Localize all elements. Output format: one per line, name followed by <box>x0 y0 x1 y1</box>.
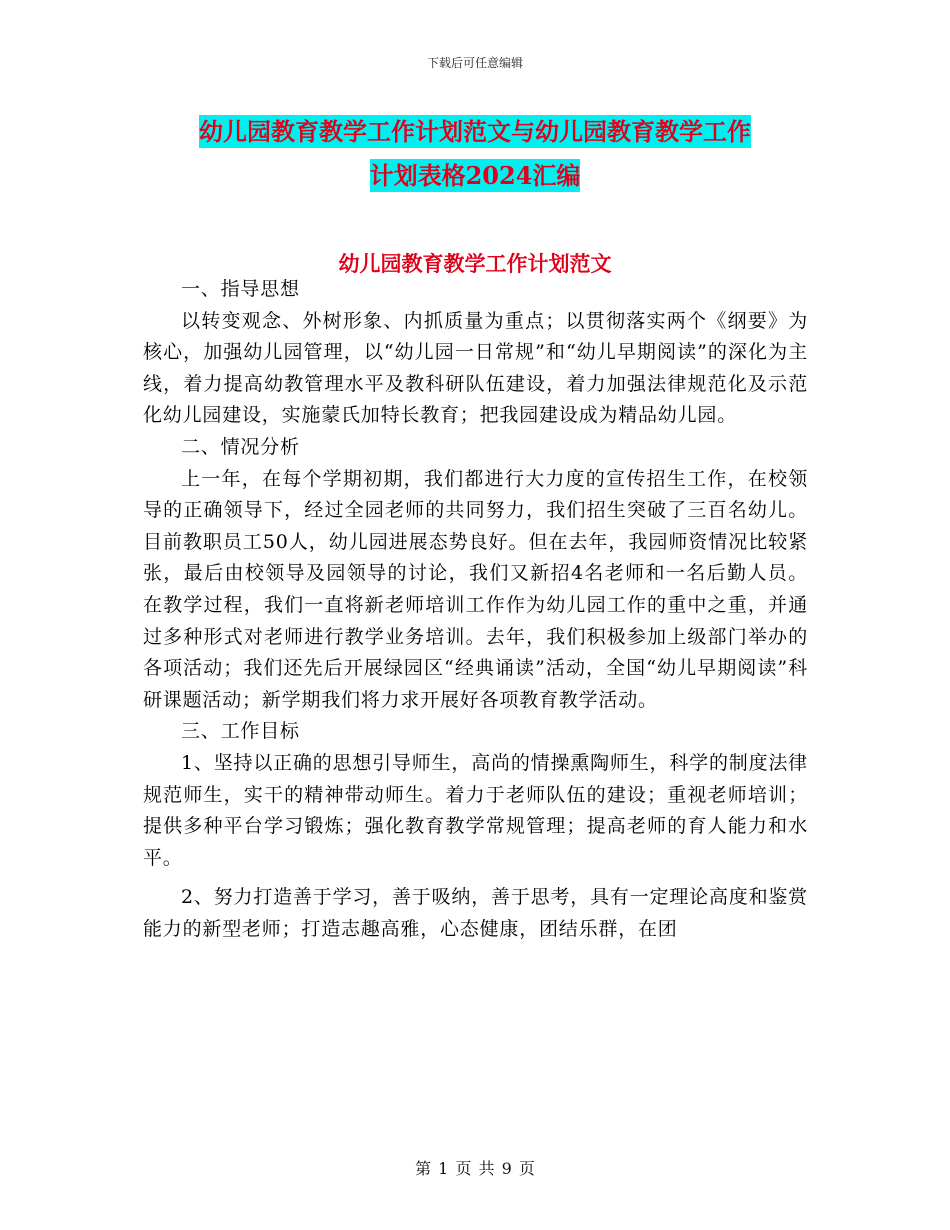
heading-guiding-thought: 一、指导思想 <box>181 278 300 300</box>
page-number: 第 1 页 共 9 页 <box>415 1159 535 1178</box>
heading-situation-analysis: 二、情况分析 <box>181 435 300 458</box>
document-title-line1: 幼儿园教育教学工作计划范文与幼儿园教育教学工作 <box>199 117 751 146</box>
heading-work-goals: 三、工作目标 <box>181 720 300 743</box>
document-title <box>0 110 950 198</box>
paragraph-goal-2: 2、努力打造善于学习，善于吸纳，善于思考，具有一定理论高度和鉴赏能力的新型老师；打造志趣高雅，心态健康，团结乐群，在团 <box>143 886 808 940</box>
paragraph-situation-analysis: 上一年，在每个学期初期，我们都进行大力度的宣传招生工作，在校领导的正确领导下，经过全园老师的共同努力，我们招生突破了三百名幼儿。目前教职员工50人，幼儿园进展态势良好。但在去年，我园师资情况比较紧张，最后由校领导及园领导的讨论，我们又新招4名老师和一名后勤人员。在教学过程，我们一直将新老师培训工作作为幼儿园工作的重中之重，并通过多种形式对老师进行教学业务培训。去年，我们积极参加上级部门举办的各项活动；我们还先后开展绿园区“经典诵读”活动，全国“幼儿早期阅读”科研课题活动；新学期我们将力求开展好各项教育教学活动。 <box>143 467 808 711</box>
header-note: 下载后可任意编辑 <box>426 56 523 70</box>
section-title: 幼儿园教育教学工作计划范文 <box>338 251 612 276</box>
paragraph-guiding-thought: 以转变观念、外树形象、内抓质量为重点；以贯彻落实两个《纲要》为核心，加强幼儿园管理，以“幼儿园一日常规”和“幼儿早期阅读”的深化为主线，着力提高幼教管理水平及教科研队伍建设，着力加强法律规范化及示范化幼儿园建设，实施蒙氏加特长教育；把我园建设成为精品幼儿园。 <box>143 309 808 427</box>
paragraph-goal-1: 1、坚持以正确的思想引导师生，高尚的情操熏陶师生，科学的制度法律规范师生，实干的精神带动师生。着力于老师队伍的建设；重视老师培训；提供多种平台学习锻炼；强化教育教学常规管理；提高老师的育人能力和水平。 <box>143 751 808 869</box>
document-title-line2: 计划表格2024汇编 <box>369 161 581 190</box>
body-text <box>143 274 808 945</box>
